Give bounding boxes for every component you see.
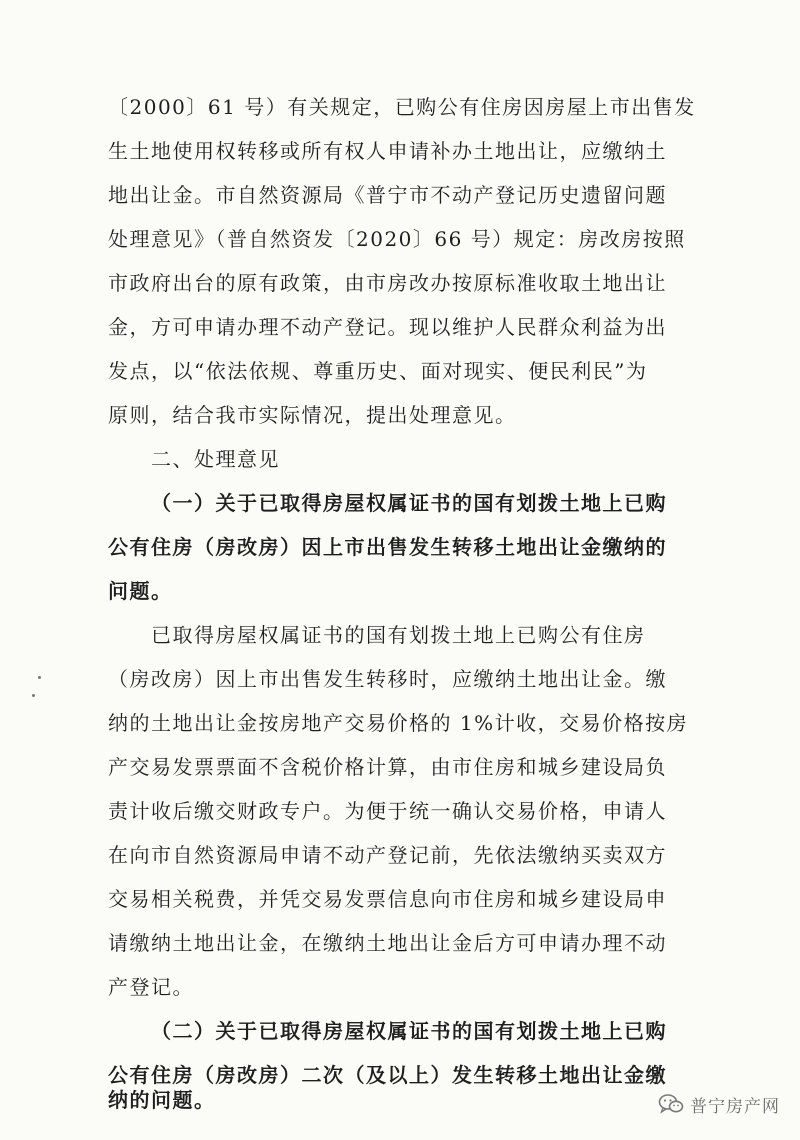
scan-speck xyxy=(38,676,41,679)
wechat-icon xyxy=(658,1093,684,1115)
scan-speck xyxy=(32,694,35,697)
subsection-1-body-line: 产交易发票票面不含税价格计算，由市住房和城乡建设局负 xyxy=(108,755,667,779)
intro-line: 地出让金。市自然资源局《普宁市不动产登记历史遗留问题 xyxy=(108,183,667,207)
intro-line: 处理意见》（普自然资发〔2020〕66 号）规定：房改房按照 xyxy=(108,227,686,251)
intro-line: 〔2000〕61 号）有关规定，已购公有住房因房屋上市出售发 xyxy=(108,95,696,119)
watermark xyxy=(658,1090,780,1118)
subsection-1-body-line: 交易相关税费，并凭交易发票信息向市住房和城乡建设局申 xyxy=(108,887,667,911)
intro-line: 原则，结合我市实际情况，提出处理意见。 xyxy=(108,403,517,427)
intro-line: 发点，以“依法依规、尊重历史、面对现实、便民利民”为 xyxy=(108,359,648,383)
subsection-2-title-line: 公有住房（房改房）二次（及以上）发生转移土地出让金缴 xyxy=(108,1063,667,1087)
intro-line: 市政府出台的原有政策，由市房改办按原标准收取土地出让 xyxy=(108,271,667,295)
subsection-1-title-line: 问题。 xyxy=(108,579,173,603)
subsection-1-body-line: （房改房）因上市出售发生转移时，应缴纳土地出让金。缴 xyxy=(108,667,667,691)
subsection-1-title-line: 公有住房（房改房）因上市出售发生转移土地出让金缴纳的 xyxy=(108,535,667,559)
subsection-1-body-line: 在向市自然资源局申请不动产登记前，先依法缴纳买卖双方 xyxy=(108,843,667,867)
subsection-1-body-line: 已取得房屋权属证书的国有划拨土地上已购公有住房 xyxy=(151,623,646,647)
intro-line: 金，方可申请办理不动产登记。现以维护人民群众利益为出 xyxy=(108,315,667,339)
section-heading: 二、处理意见 xyxy=(151,447,280,471)
subsection-1-body-line: 产登记。 xyxy=(108,975,194,999)
subsection-1-body-line: 请缴纳土地出让金，在缴纳土地出让金后方可申请办理不动 xyxy=(108,931,667,955)
subsection-2-title-line: （二）关于已取得房屋权属证书的国有划拨土地上已购 xyxy=(151,1019,667,1043)
intro-line: 生土地使用权转移或所有权人申请补办土地出让，应缴纳土 xyxy=(108,139,667,163)
watermark-text: 普宁房产网 xyxy=(690,1096,780,1117)
subsection-1-title-line: （一）关于已取得房屋权属证书的国有划拨土地上已购 xyxy=(151,491,667,515)
subsection-1-body-line: 纳的土地出让金按房地产交易价格的 1%计收，交易价格按房 xyxy=(108,711,689,735)
subsection-2-title-line: 纳的问题。 xyxy=(108,1088,216,1112)
subsection-1-body-line: 责计收后缴交财政专户。为便于统一确认交易价格，申请人 xyxy=(108,799,667,823)
